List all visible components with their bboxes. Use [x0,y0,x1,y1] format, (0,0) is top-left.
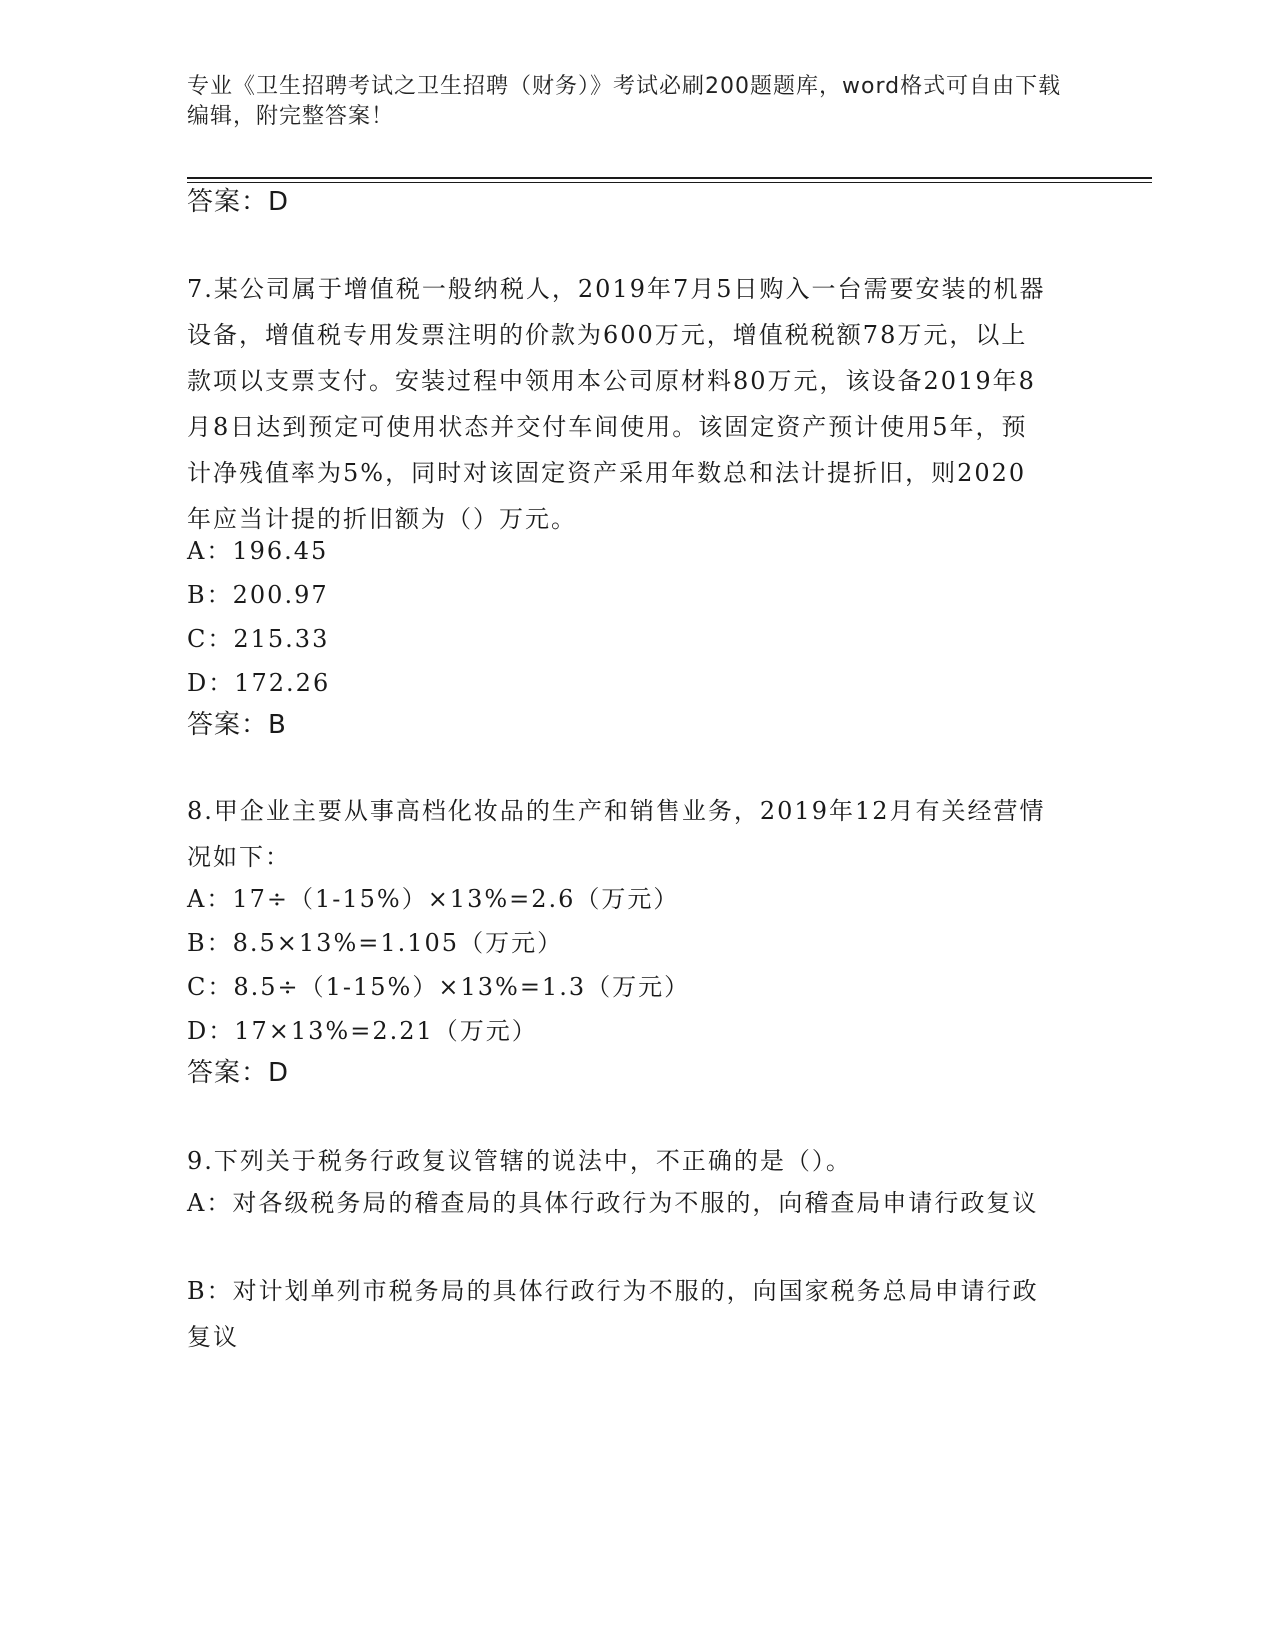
question-8-option-d: D：17×13%=2.21（万元） [187,1017,538,1045]
question-8-text: 8.甲企业主要从事高档化妆品的生产和销售业务，2019年12月有关经营情况如下： [187,797,1046,871]
question-7-option-c: C：215.33 [187,625,330,653]
question-8-option-a: A：17÷（1-15%）×13%=2.6（万元） [187,885,680,913]
answer-8: 答案：D [187,1058,290,1088]
question-9-option-b: B：对计划单列市税务局的具体行政行为不服的，向国家税务总局申请行政复议 [187,1277,1039,1351]
question-7-option-b: B：200.97 [187,581,329,609]
question-7-option-d: D：172.26 [187,669,331,697]
question-7-text: 7.某公司属于增值税一般纳税人，2019年7月5日购入一台需要安装的机器设备，增值税专用发票注明的价款为600万元，增值税税额78万元，以上款项以支票支付。安装过程中领用本公司原材料80万元，该设备2019年8月8日达到预定可使用状态并交付车间使用。该固定资产预计使用5年，预计净残值率为5%，同时对该固定资产采用年数总和法计提折旧，则2020年应当计提的折旧额为（）万元。 [187,275,1046,533]
page-header: 专业《卫生招聘考试之卫生招聘（财务）》考试必刷200题题库，word格式可自由下载编辑，附完整答案！ [187,74,1062,129]
question-8-option-b: B：8.5×13%=1.105（万元） [187,929,564,957]
question-7-option-a: A：196.45 [187,537,329,565]
question-9-text: 9.下列关于税务行政复议管辖的说法中，不正确的是（）。 [187,1147,852,1175]
answer-7: 答案：B [187,710,287,740]
question-8-option-c: C：8.5÷（1-15%）×13%=1.3（万元） [187,973,691,1001]
answer-6: 答案：D [187,187,290,217]
question-9-option-a: A：对各级税务局的稽查局的具体行政行为不服的，向稽查局申请行政复议 [187,1189,1039,1217]
